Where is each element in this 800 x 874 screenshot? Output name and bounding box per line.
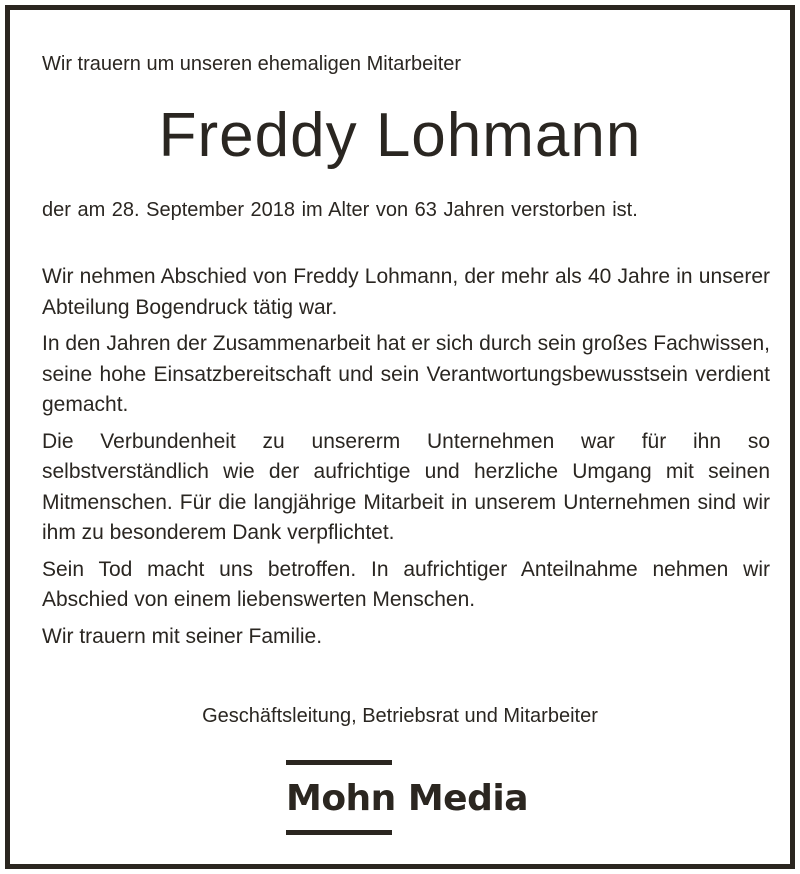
signature-line: Geschäftsleitung, Betriebsrat und Mitarbeiter	[202, 705, 598, 727]
logo-text: Mohn Media	[286, 778, 528, 819]
paragraph-expertise: In den Jahren der Zusammenarbeit hat er sich durch sein großes Fachwissen, seine hohe Einsatzbereitschaft und sein Verantwortungsbewusstsein verdient gemacht.	[42, 332, 770, 416]
paragraph-farewell: Wir nehmen Abschied von Freddy Lohmann, der mehr als 40 Jahre in unserer Abteilung Bogendruck tätig war.	[42, 265, 770, 319]
intro-line: Wir trauern um unseren ehemaligen Mitarbeiter	[42, 53, 462, 75]
logo-rule-bottom	[286, 830, 392, 835]
obituary-frame	[5, 5, 795, 869]
death-date-line: der am 28. September 2018 im Alter von 63 Jahren verstorben ist.	[42, 199, 638, 221]
paragraph-sympathy: Sein Tod macht uns betroffen. In aufrichtiger Anteilnahme nehmen wir Abschied von einem liebenswerten Menschen.	[42, 557, 770, 611]
paragraph-family: Wir trauern mit seiner Familie.	[42, 624, 323, 648]
logo-rule-top	[286, 760, 392, 765]
obituary-body	[42, 262, 770, 658]
paragraph-connection: Die Verbundenheit zu unsererm Unternehmen war für ihn so selbstverständlich wie der aufrichtige und herzliche Umgang mit seinen Mitmenschen. Für die langjährige Mitarbeit in unserem Unternehmen sind wir ihm zu besonderem Dank verpflichtet.	[42, 429, 770, 544]
mohn-media-logo	[286, 760, 526, 836]
deceased-name: Freddy Lohmann	[158, 101, 642, 170]
